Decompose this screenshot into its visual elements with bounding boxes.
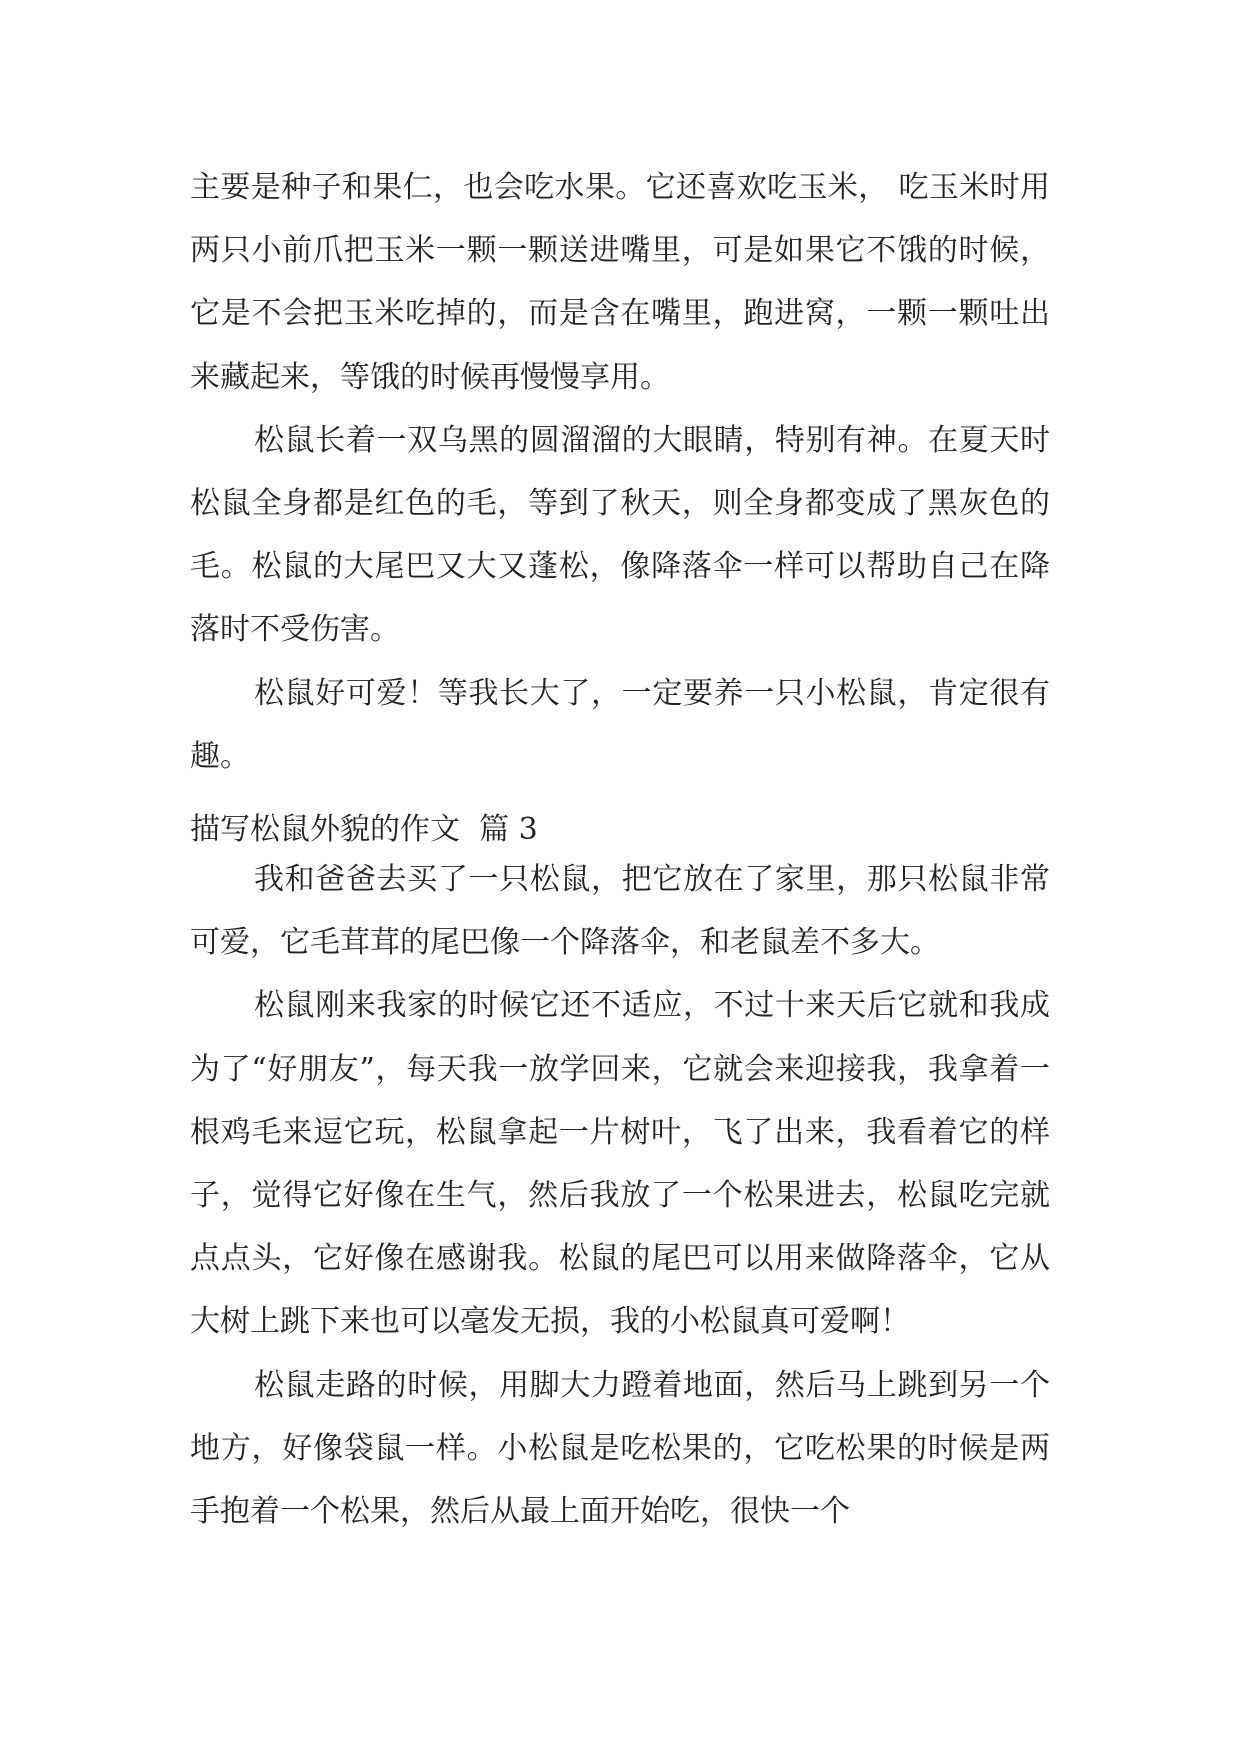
essay-continuation — [190, 156, 1050, 788]
paragraph-appearance: 松鼠长着一双乌黑的圆溜溜的大眼睛，特别有神。在夏天时松鼠全身都是红色的毛，等到了秋天，则全身都变成了黑灰色的毛。松鼠的大尾巴又大又蓬松，像降落伞一样可以帮助自己在降落时不受伤害。 — [190, 422, 1050, 648]
paragraph-food: 主要是种子和果仁，也会吃水果。它还喜欢吃玉米， 吃玉米时用两只小前爪把玉米一颗一颗送进嘴里，可是如果它不饿的时候，它是不会把玉米吃掉的，而是含在嘴里，跑进窝，一颗一颗吐出来藏起来，等饿的时候再慢慢享用。 — [190, 170, 1050, 395]
section-heading-wrap — [190, 810, 1050, 850]
section-heading: 描写松鼠外貌的作文 篇 3 — [190, 812, 538, 847]
paragraph-walking: 松鼠走路的时候，用脚大力蹬着地面，然后马上跳到另一个地方，好像袋鼠一样。小松鼠是吃松果的，它吃松果的时候是两手抱着一个松果，然后从最上面开始吃，很快一个 — [190, 1367, 1050, 1530]
paragraph-bought-squirrel: 我和爸爸去买了一只松鼠，把它放在了家里，那只松鼠非常可爱，它毛茸茸的尾巴像一个降落伞，和老鼠差不多大。 — [190, 862, 1050, 961]
paragraph-good-friend: 松鼠刚来我家的时候它还不适应，不过十来天后它就和我成为了“好朋友”，每天我一放学回来，它就会来迎接我，我拿着一根鸡毛来逗它玩，松鼠拿起一片树叶，飞了出来，我看着它的样子，觉得它好像在生气，然后我放了一个松果进去，松鼠吃完就点点头，它好像在感谢我。松鼠的尾巴可以用来做降落伞，它从大树上跳下来也可以毫发无损，我的小松鼠真可爱啊！ — [190, 988, 1050, 1340]
essay-section-3 — [190, 848, 1050, 1543]
paragraph-conclusion: 松鼠好可爱！等我长大了，一定要养一只小松鼠，肯定很有趣。 — [190, 675, 1050, 774]
